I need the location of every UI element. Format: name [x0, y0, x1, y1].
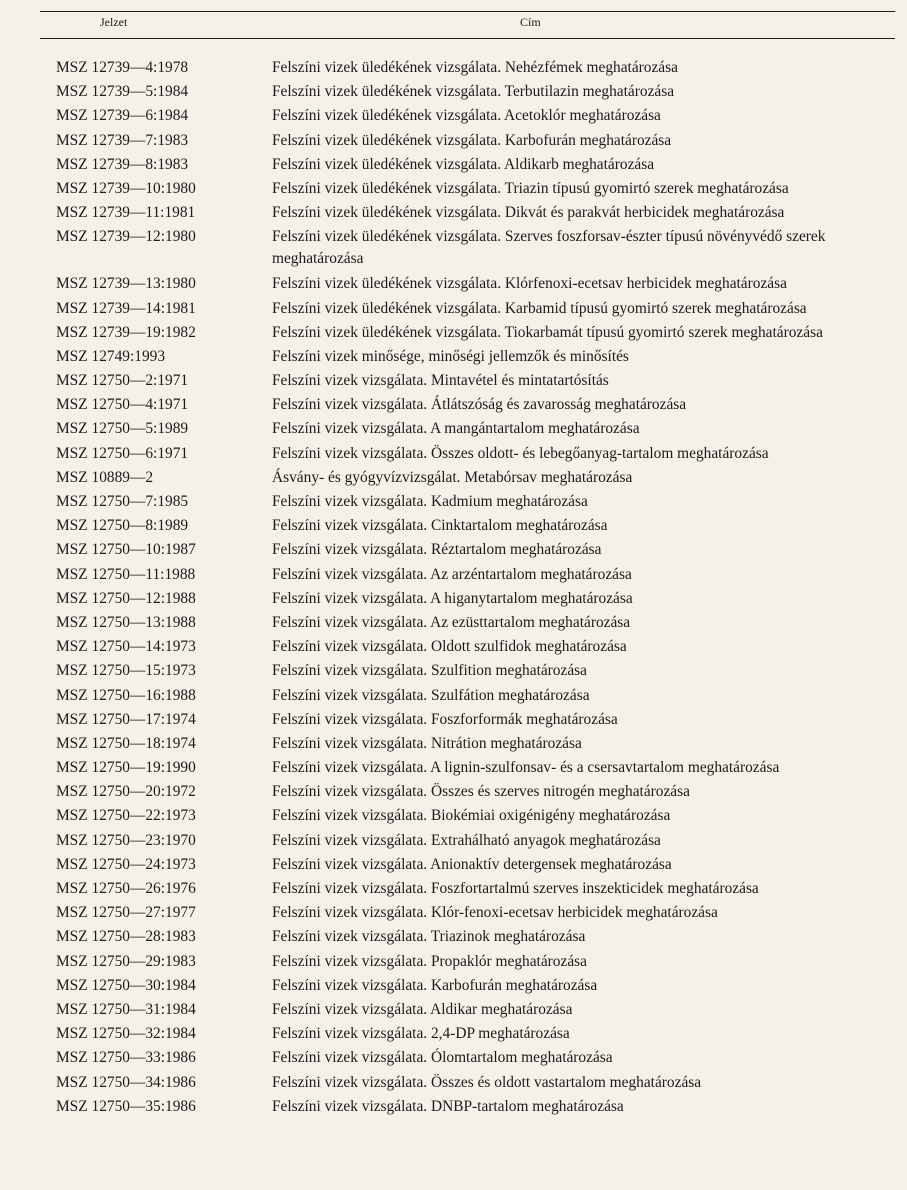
- table-row: [0, 951, 907, 975]
- standard-code: MSZ 12750—12:1988: [56, 589, 196, 607]
- table-row: [0, 854, 907, 878]
- standard-code: MSZ 12750—19:1990: [56, 759, 196, 777]
- standard-title: Felszíni vizek üledékének vizsgálata. Triazin típusú gyomirtó szerek meghatározása: [272, 179, 789, 197]
- standard-title: Felszíni vizek vizsgálata. Szulfition meghatározása: [272, 662, 587, 680]
- table-row: [0, 178, 907, 202]
- standards-table: [0, 57, 907, 1120]
- standard-code: MSZ 12750—6:1971: [56, 444, 189, 462]
- table-row: [0, 975, 907, 999]
- standard-code: MSZ 12739—12:1980: [56, 228, 196, 246]
- table-row: [0, 154, 907, 178]
- standard-title: Felszíni vizek üledékének vizsgálata. Klórfenoxi-ecetsav herbicidek meghatározása: [272, 275, 787, 293]
- standard-code: MSZ 12750—29:1983: [56, 952, 196, 970]
- top-rule: [40, 11, 895, 12]
- standard-code: MSZ 12750—13:1988: [56, 613, 196, 631]
- standard-title: Felszíni vizek vizsgálata. Szulfátion meghatározása: [272, 686, 590, 704]
- standard-title: Felszíni vizek üledékének vizsgálata. Dikvát és parakvát herbicidek meghatározása: [272, 204, 785, 222]
- standard-title: Felszíni vizek vizsgálata. Triazinok meghatározása: [272, 928, 586, 946]
- standard-code: MSZ 12749:1993: [56, 347, 166, 365]
- table-row: [0, 999, 907, 1023]
- standard-title: Felszíni vizek üledékének vizsgálata. Tiokarbamát típusú gyomirtó szerek meghatározása: [272, 323, 823, 341]
- table-row: [0, 1047, 907, 1071]
- standard-title: Felszíni vizek vizsgálata. Nitrátion meghatározása: [272, 734, 582, 752]
- standard-code: MSZ 12750—33:1986: [56, 1049, 196, 1067]
- standard-code: MSZ 12750—18:1974: [56, 734, 196, 752]
- table-row: [0, 81, 907, 105]
- standard-code: MSZ 12750—24:1973: [56, 855, 196, 873]
- standard-code: MSZ 12750—2:1971: [56, 372, 189, 390]
- table-row: [0, 588, 907, 612]
- table-row: [0, 733, 907, 757]
- standard-code: MSZ 12739—11:1981: [56, 204, 196, 222]
- table-row: [0, 491, 907, 515]
- table-row: [0, 781, 907, 805]
- table-row: [0, 926, 907, 950]
- standard-title: Felszíni vizek vizsgálata. Átlátszóság és zavarosság meghatározása: [272, 396, 687, 414]
- table-row: [0, 902, 907, 926]
- standard-title: Felszíni vizek vizsgálata. Cinktartalom meghatározása: [272, 517, 608, 535]
- standard-code: MSZ 12750—17:1974: [56, 710, 196, 728]
- standard-title: Felszíni vizek vizsgálata. Az ezüsttartalom meghatározása: [272, 613, 631, 631]
- standard-title: Felszíni vizek vizsgálata. Összes oldott- és lebegőanyag-tartalom meghatározása: [272, 444, 769, 462]
- table-row: [0, 1072, 907, 1096]
- standard-code: MSZ 12750—34:1986: [56, 1073, 196, 1091]
- standard-code: MSZ 12750—14:1973: [56, 638, 196, 656]
- standard-code: MSZ 12750—10:1987: [56, 541, 196, 559]
- standard-code: MSZ 12750—27:1977: [56, 904, 196, 922]
- table-row: [0, 467, 907, 491]
- standard-title: Felszíni vizek vizsgálata. DNBP-tartalom meghatározása: [272, 1097, 624, 1115]
- table-row: [0, 515, 907, 539]
- standard-title: Felszíni vizek üledékének vizsgálata. Aldikarb meghatározása: [272, 155, 655, 173]
- standard-title: Felszíni vizek vizsgálata. Foszforformák meghatározása: [272, 710, 618, 728]
- table-row: [0, 660, 907, 684]
- standard-code: MSZ 12739—7:1983: [56, 131, 189, 149]
- table-row: [0, 636, 907, 660]
- standard-code: MSZ 12739—4:1978: [56, 59, 189, 76]
- standard-code: MSZ 12750—5:1989: [56, 420, 189, 438]
- standard-code: MSZ 12750—15:1973: [56, 662, 196, 680]
- table-row: [0, 370, 907, 394]
- standard-code: MSZ 12750—28:1983: [56, 928, 196, 946]
- standard-code: MSZ 12750—35:1986: [56, 1097, 196, 1115]
- standard-code: MSZ 12750—30:1984: [56, 976, 196, 994]
- standard-code: MSZ 12750—8:1989: [56, 517, 189, 535]
- standard-code: MSZ 12750—7:1985: [56, 493, 189, 510]
- standard-code: MSZ 12739—10:1980: [56, 179, 196, 197]
- standard-title: Felszíni vizek vizsgálata. Réztartalom meghatározása: [272, 541, 602, 559]
- standard-title: Felszíni vizek üledékének vizsgálata. Karbamid típusú gyomirtó szerek meghatározása: [272, 299, 807, 317]
- standard-title: Felszíni vizek vizsgálata. A higanytartalom meghatározása: [272, 589, 633, 607]
- table-row: [0, 418, 907, 442]
- table-row: [0, 1023, 907, 1047]
- standard-code: MSZ 12739—8:1983: [56, 155, 189, 173]
- table-row: [0, 805, 907, 829]
- table-row: [0, 539, 907, 563]
- standard-code: MSZ 12750—23:1970: [56, 831, 196, 849]
- standard-title: Felszíni vizek vizsgálata. Foszfortartalmú szerves inszekticidek meghatározása: [272, 880, 759, 897]
- table-row: [0, 202, 907, 226]
- table-row: [0, 830, 907, 854]
- standard-code: MSZ 12750—26:1976: [56, 880, 196, 897]
- standard-code: MSZ 12739—19:1982: [56, 323, 196, 341]
- table-row: [0, 878, 907, 902]
- standard-code: MSZ 12750—31:1984: [56, 1000, 196, 1018]
- standard-title: Felszíni vizek minősége, minőségi jellemzők és minősítés: [272, 347, 629, 365]
- table-row: [0, 685, 907, 709]
- table-row: [0, 226, 907, 273]
- standard-title: Felszíni vizek üledékének vizsgálata. Szerves foszforsav-észter típusú növényvédő szerek meghatározása: [272, 228, 826, 268]
- column-header-title: Cím: [520, 15, 541, 29]
- standard-title: Felszíni vizek vizsgálata. Klór-fenoxi-ecetsav herbicidek meghatározása: [272, 904, 718, 922]
- standard-code: MSZ 10889—2: [56, 468, 154, 486]
- standard-code: MSZ 12739—13:1980: [56, 275, 196, 293]
- standard-title: Felszíni vizek vizsgálata. Aldikar meghatározása: [272, 1000, 573, 1018]
- standard-title: Felszíni vizek vizsgálata. Anionaktív detergensek meghatározása: [272, 855, 672, 873]
- standard-code: MSZ 12750—16:1988: [56, 686, 196, 704]
- standard-title: Felszíni vizek vizsgálata. Extrahálható anyagok meghatározása: [272, 831, 661, 849]
- table-row: [0, 57, 907, 81]
- standard-title: Felszíni vizek vizsgálata. Ólomtartalom meghatározása: [272, 1049, 613, 1067]
- standard-title: Felszíni vizek üledékének vizsgálata. Nehézfémek meghatározása: [272, 59, 678, 76]
- table-row: [0, 346, 907, 370]
- header-rule: [40, 38, 895, 39]
- standard-title: Felszíni vizek üledékének vizsgálata. Terbutilazin meghatározása: [272, 83, 675, 101]
- table-row: [0, 130, 907, 154]
- standard-code: MSZ 12750—32:1984: [56, 1025, 196, 1043]
- standard-title: Ásvány- és gyógyvízvizsgálat. Metabórsav meghatározása: [272, 468, 633, 486]
- table-row: [0, 1096, 907, 1120]
- standard-title: Felszíni vizek vizsgálata. Összes és oldott vastartalom meghatározása: [272, 1073, 702, 1091]
- standard-title: Felszíni vizek üledékének vizsgálata. Acetoklór meghatározása: [272, 107, 661, 125]
- standard-title: Felszíni vizek vizsgálata. Propaklór meghatározása: [272, 952, 587, 970]
- table-row: [0, 443, 907, 467]
- table-row: [0, 273, 907, 297]
- standard-code: MSZ 12750—4:1971: [56, 396, 189, 414]
- standard-title: Felszíni vizek vizsgálata. A lignin-szulfonsav- és a csersavtartalom meghatározása: [272, 759, 780, 777]
- standard-code: MSZ 12750—11:1988: [56, 565, 196, 583]
- table-row: [0, 298, 907, 322]
- table-row: [0, 757, 907, 781]
- standard-title: Felszíni vizek vizsgálata. A mangántartalom meghatározása: [272, 420, 640, 438]
- table-row: [0, 322, 907, 346]
- table-row: [0, 612, 907, 636]
- standard-code: MSZ 12750—20:1972: [56, 783, 196, 801]
- standard-title: Felszíni vizek vizsgálata. Karbofurán meghatározása: [272, 976, 598, 994]
- standard-title: Felszíni vizek üledékének vizsgálata. Karbofurán meghatározása: [272, 131, 672, 149]
- standard-title: Felszíni vizek vizsgálata. Kadmium meghatározása: [272, 493, 588, 510]
- table-row: [0, 709, 907, 733]
- standard-title: Felszíni vizek vizsgálata. Összes és szerves nitrogén meghatározása: [272, 783, 690, 801]
- standard-title: Felszíni vizek vizsgálata. Mintavétel és mintatartósítás: [272, 372, 609, 390]
- standard-code: MSZ 12739—14:1981: [56, 299, 196, 317]
- standard-code: MSZ 12750—22:1973: [56, 807, 196, 825]
- standard-title: Felszíni vizek vizsgálata. Az arzéntartalom meghatározása: [272, 565, 632, 583]
- table-row: [0, 564, 907, 588]
- standard-title: Felszíni vizek vizsgálata. Biokémiai oxigénigény meghatározása: [272, 807, 671, 825]
- standard-code: MSZ 12739—6:1984: [56, 107, 189, 125]
- table-row: [0, 105, 907, 129]
- table-row: [0, 394, 907, 418]
- standard-title: Felszíni vizek vizsgálata. Oldott szulfidok meghatározása: [272, 638, 627, 656]
- standard-code: MSZ 12739—5:1984: [56, 83, 189, 101]
- standard-title: Felszíni vizek vizsgálata. 2,4-DP meghatározása: [272, 1025, 570, 1043]
- column-header-code: Jelzet: [100, 15, 128, 29]
